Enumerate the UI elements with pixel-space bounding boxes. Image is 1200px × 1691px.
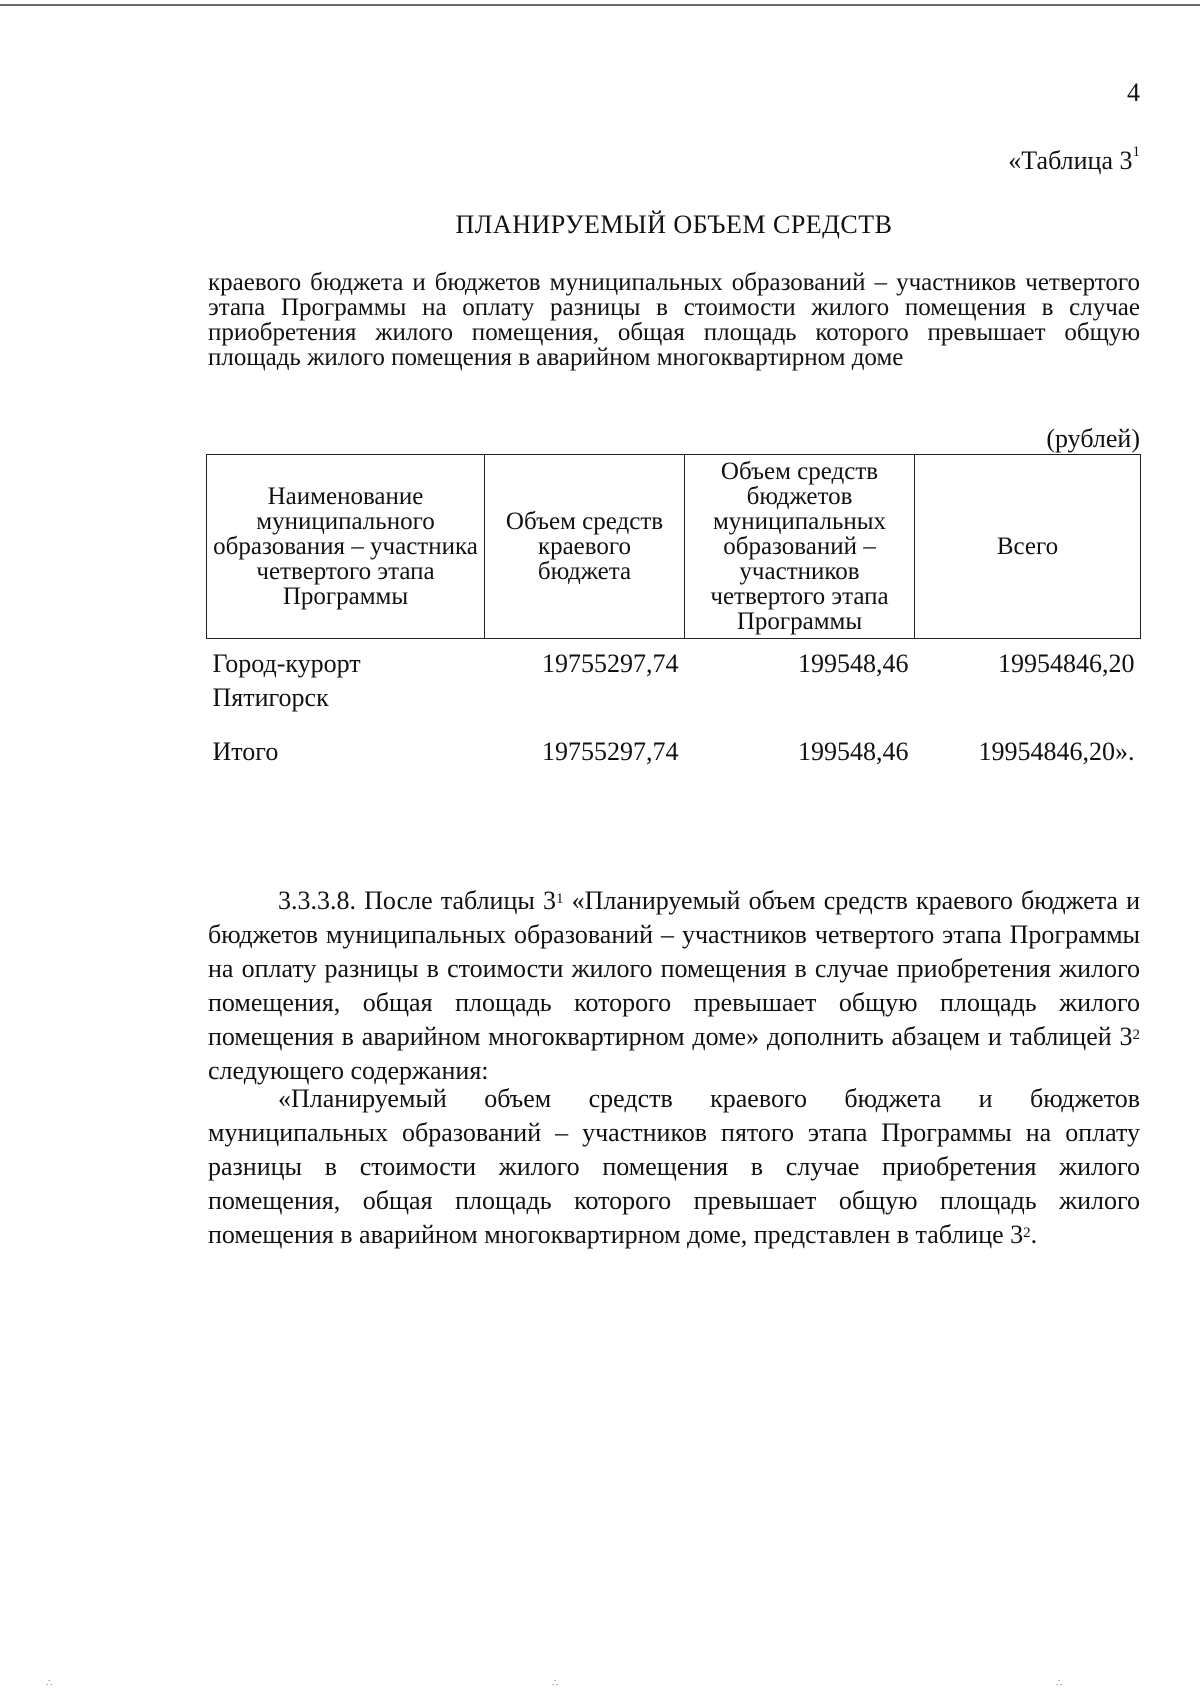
cell-municipal: 199548,46 [798,737,909,766]
scan-mark-center: ∴ [552,1678,559,1689]
cell-total: 19954846,20 [998,649,1135,678]
scan-mark-right: ∴ [1056,1678,1063,1689]
cell-municipality: Город-курорт Пятигорск [212,649,361,712]
paragraph1-sup-a: 1 [555,891,564,907]
paragraph1-sup-b: 2 [1132,1027,1140,1043]
paragraph2-text-a: «Планируемый объем средств краевого бюджета и бюджетов муниципальных образований – участников пятого этапа Программы на оплату разницы в стоимости жилого помещения в случае приобретения жилого помещения, общая площадь которого превышает общую площадь жилого помещения в аварийном многоквартирном доме, представлен в таблице 3 [208,1084,1140,1249]
table-reference-superscript: 1 [1132,144,1140,160]
scan-top-border [0,4,1200,6]
header-municipal-budget: Объем средств бюджетов муниципальных образований – участников четвертого этапа Программы [685,455,915,639]
cell-regional: 19755297,74 [542,737,679,766]
scan-mark-left: ∴ [46,1678,53,1689]
cell-total: 19954846,20». [978,737,1135,766]
table-row [207,639,1141,716]
cell-municipal: 199548,46 [798,649,909,678]
cell-regional: 19755297,74 [542,649,679,678]
table-reference-text: «Таблица 3 [1008,146,1133,175]
table-header-row [207,455,1141,639]
budget-table [206,454,1141,769]
paragraph-quote [208,1082,1140,1252]
units-label: (рублей) [1046,424,1140,453]
table-reference [900,146,1140,176]
page-number: 4 [1127,78,1140,107]
cell-municipality: Итого [212,737,279,766]
table-title: ПЛАНИРУЕМЫЙ ОБЪЕМ СРЕДСТВ [455,210,893,239]
paragraph2-text-b: . [1030,1220,1038,1249]
table-row-total [207,715,1141,769]
header-regional-budget: Объем средств краевого бюджета [485,455,685,639]
paragraph1-text-a: 3.3.3.8. После таблицы 3 [278,886,556,915]
paragraph2-sup: 2 [1023,1225,1031,1241]
paragraph1-text-b: «Планируемый объем средств краевого бюджета и бюджетов муниципальных образований – участников четвертого этапа Программы на оплату разницы в стоимости жилого помещения в случае приобретения жилого помещения, общая площадь которого превышает общую площадь жилого помещения в аварийном многоквартирном доме» дополнить абзацем и таблицей 3 [208,886,1140,1051]
header-total: Всего [915,455,1141,639]
paragraph1-text-c: следующего содержания: [208,1056,489,1085]
header-municipality: Наименование муниципального образования – участника четвертого этапа Программы [207,455,485,639]
paragraph-amendment [208,884,1140,1088]
table-subtitle: краевого бюджета и бюджетов муниципальных образований – участников четвертого этапа Программы на оплату разницы в стоимости жилого помещения в случае приобретения жилого помещения, общая площадь которого превышает общую площадь жилого помещения в аварийном многоквартирном доме [208,269,1140,371]
